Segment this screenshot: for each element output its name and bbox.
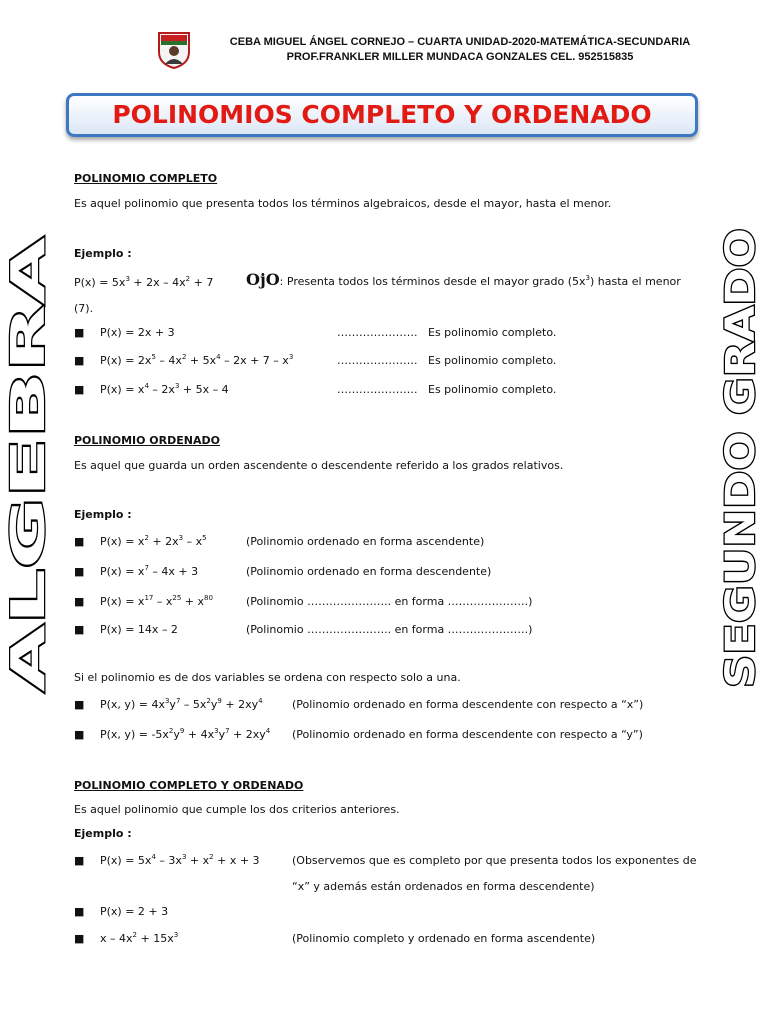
ejemplo-label: Ejemplo : [74, 247, 132, 260]
bullet-icon: ■ [74, 326, 85, 339]
bullet-icon: ■ [74, 354, 85, 367]
section-heading-completo: POLINOMIO COMPLETO [74, 172, 218, 185]
answer-blank: …………………. [337, 326, 418, 339]
example-row: P(x, $y) = -5x^2y^9 + 4x^3y^7 + 2xy^4$ [100, 727, 271, 741]
example-row: P(x) = 2 + 3 [100, 905, 169, 918]
example-row: $P(x) = 5x^4 - 3x^3 + x^2 + x + 3$ [100, 853, 260, 867]
bullet-icon: ■ [74, 623, 85, 636]
example-row: $P(x) = x^7 - 4x + 3$ [100, 564, 199, 578]
example-row: $P(x) = x^4 - 2x^3 + 5x - 4$ [100, 382, 229, 396]
ojo-note: OjO: Presenta todos los términos desde el mayor grado $(5x^3)$ hasta el menor [246, 270, 681, 289]
example-note: (Polinomio ordenado en forma ascendente) [246, 535, 485, 548]
example-result: Es polinomio completo. [428, 383, 557, 396]
example-note: (Polinomio completo y ordenado en forma ascendente) [292, 932, 596, 945]
bullet-icon: ■ [74, 383, 85, 396]
example-result: Es polinomio completo. [428, 354, 557, 367]
example-row: $P(x) = x^{17} - x^{25} + x^{80}$ [100, 594, 213, 608]
side-title-segundo-grado [718, 222, 764, 694]
answer-blank: …………………. [337, 383, 418, 396]
example-row: P(x, $y) = 4x^3y^7 - 5x^2y^9 + 2xy^4$ [100, 697, 263, 711]
definition-completo: Es aquel polinomio que presenta todos los términos algebraicos, desde el mayor, hasta el menor. [74, 197, 612, 210]
school-logo [155, 30, 193, 70]
example-row: $x - 4x^2 + 15x^3$ [100, 931, 179, 945]
page-title: POLINOMIOS COMPLETO Y ORDENADO [66, 93, 698, 137]
ejemplo-label: Ejemplo : [74, 508, 132, 521]
bullet-icon: ■ [74, 854, 85, 867]
definition-ordenado: Es aquel que guarda un orden ascendente o descendente referido a los grados relativos. [74, 459, 564, 472]
side-title-algebra [1, 232, 55, 700]
example-row: $P(x) = x^2 + 2x^3 - x^5$ [100, 534, 207, 548]
side-title-segundo-grado-text: SEGUNDO GRADO [718, 290, 764, 688]
definition-completo-ordenado: Es aquel polinomio que cumple los dos criterios anteriores. [74, 803, 400, 816]
section-heading-ordenado: POLINOMIO ORDENADO [74, 434, 220, 447]
example-note-blank: (Polinomio ………………….. en forma ………………….) [246, 595, 533, 608]
example-note-blank: (Polinomio ………………….. en forma ………………….) [246, 623, 533, 636]
bullet-icon: ■ [74, 698, 85, 711]
example-note: (Observemos que es completo por que presenta todos los exponentes de [292, 854, 697, 867]
example-note-continued: “x” y además están ordenados en forma descendente) [292, 880, 595, 893]
main-example: $P(x) = 5x^3 + 2x - 4x^2 + 7$ [74, 275, 214, 289]
header-line-1: CEBA MIGUEL ÁNGEL CORNEJO – CUARTA UNIDAD-2020-MATEMÁTICA-SECUNDARIA [229, 36, 691, 48]
ojo-label: OjO [246, 270, 280, 289]
side-title-algebra-text: ALGEBRA [1, 451, 55, 692]
two-variables-note: Si el polinomio es de dos variables se ordena con respecto solo a una. [74, 671, 461, 684]
example-row: P(x) = 14x – 2 [100, 623, 178, 636]
bullet-icon: ■ [74, 932, 85, 945]
ejemplo-label: Ejemplo : [74, 827, 132, 840]
bullet-icon: ■ [74, 565, 85, 578]
header-line-2: PROF.FRANKLER MILLER MUNDACA GONZALES CEL. 952515835 [286, 51, 634, 63]
section-heading-completo-ordenado: POLINOMIO COMPLETO Y ORDENADO [74, 779, 304, 792]
bullet-icon: ■ [74, 728, 85, 741]
bullet-icon: ■ [74, 535, 85, 548]
example-note: (Polinomio ordenado en forma descendente con respecto a “y”) [292, 728, 643, 741]
bullet-icon: ■ [74, 595, 85, 608]
ojo-note-continued: (7). [74, 302, 94, 315]
example-note: (Polinomio ordenado en forma descendente) [246, 565, 492, 578]
example-row: P(x) = 2x + 3 [100, 326, 175, 339]
example-note: (Polinomio ordenado en forma descendente con respecto a “x”) [292, 698, 644, 711]
example-row: $P(x) = 2x^5 - 4x^2 + 5x^4 - 2x + 7 - x^3$ [100, 353, 294, 367]
answer-blank: …………………. [337, 354, 418, 367]
bullet-icon: ■ [74, 905, 85, 918]
example-result: Es polinomio completo. [428, 326, 557, 339]
